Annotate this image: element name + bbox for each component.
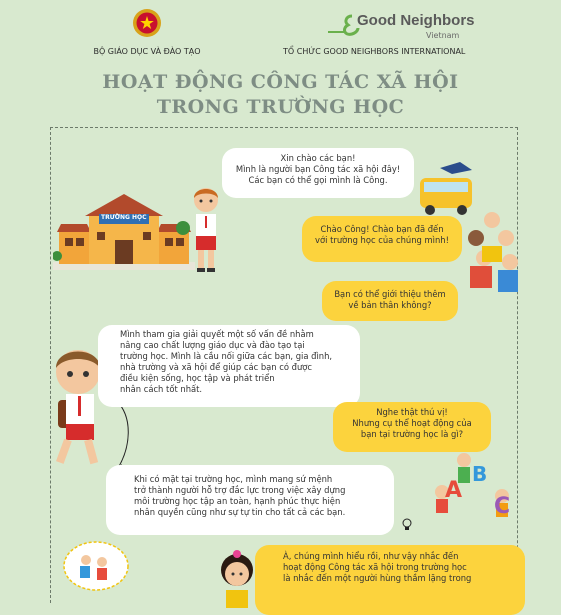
speech-bubble-greeting: Xin chào các bạn! Mình là người bạn Công tác xã hội đây! Các bạn có thể gọi mình là Công. [222, 148, 414, 198]
brand-name: Good Neighbors [357, 12, 475, 29]
speech-bubble-mission: Khi có mặt tại trường học, mình mang sứ mệnh trở thành người hỗ trợ đắc lực trong việc xây dựng môi trường học tập an toàn, hạnh phúc thực hiện nhân quyền cũng như sự tự tin cho tất cả các bạn. [106, 465, 394, 535]
social-worker-boy-illustration [188, 186, 224, 274]
brand-country: Vietnam [426, 31, 460, 40]
lightbulb-icon [400, 516, 414, 532]
speech-bubble-introduction: Mình tham gia giải quyết một số vấn đề nhằm nâng cao chất lượng giáo dục và đào tạo tại trường học. Mình là cầu nối giữa các bạn, gia đình, nhà trường và xã hội để giúp các bạn có được điều kiện sống, học tập và phát triển nhân cách tốt nhất. [98, 325, 360, 407]
girl-character-illustration [214, 548, 260, 608]
letter-b: B [472, 462, 488, 486]
speech-bubble-question: Bạn có thể giới thiệu thêm về bản thân không? [322, 281, 458, 321]
group-of-kids-illustration [462, 210, 522, 302]
page-title-line1: HOẠT ĐỘNG CÔNG TÁC XÃ HỘI [102, 71, 459, 93]
letter-a: A [445, 478, 463, 503]
page-title-line2: TRONG TRƯỜNG HỌC [156, 96, 405, 118]
speech-bubble-welcome: Chào Công! Chào bạn đã đến với trường học của chúng mình! [302, 216, 462, 262]
speech-bubble-interest: Nghe thật thú vị! Nhưng cụ thể hoạt động của bạn tại trường học là gì? [333, 402, 491, 452]
curved-arrow-icon [112, 398, 134, 474]
national-emblem-icon [132, 8, 162, 38]
school-sign: TRƯỜNG HỌC [101, 214, 147, 221]
letter-c: C [494, 494, 511, 519]
ministry-name: BỘ GIÁO DỤC VÀ ĐÀO TẠO [93, 47, 201, 56]
school-building-illustration [53, 192, 195, 274]
speech-bubble-conclusion: À, chúng mình hiểu rồi, như vậy nhắc đến hoạt động Công tác xã hội trong trường học là nhắc đến một người hùng thầm lặng trong [255, 545, 525, 615]
organization-name: TỔ CHỨC GOOD NEIGHBORS INTERNATIONAL [283, 47, 466, 56]
thought-cloud-illustration [60, 538, 130, 596]
